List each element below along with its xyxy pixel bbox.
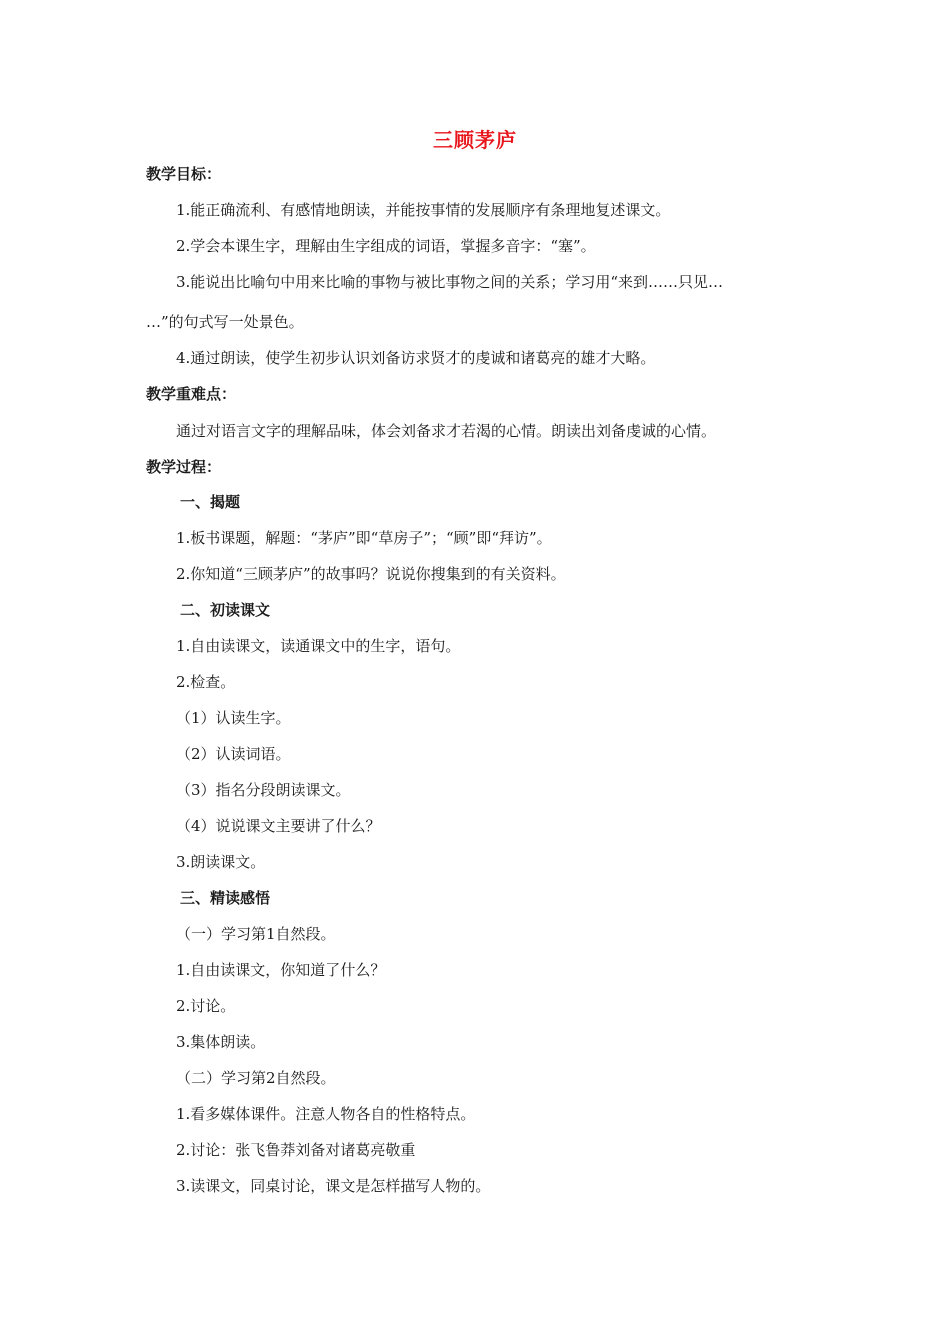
key-points-text: 通过对语言文字的理解品味，体会刘备求才若渴的心情。朗读出刘备虔诚的心情。 bbox=[176, 422, 717, 440]
section-heading: 一、揭题 bbox=[180, 493, 241, 511]
list-item: 3.集体朗读。 bbox=[176, 1033, 266, 1051]
list-item: （1）认读生字。 bbox=[176, 709, 291, 727]
list-item: 2.讨论：张飞鲁莽刘备对诸葛亮敬重 bbox=[176, 1141, 416, 1159]
list-item: （二）学习第2自然段。 bbox=[176, 1069, 336, 1087]
section-heading: 三、精读感悟 bbox=[180, 889, 271, 907]
list-item: （2）认读词语。 bbox=[176, 745, 291, 763]
key-points-heading: 教学重难点： bbox=[146, 385, 237, 403]
list-item: 1.自由读课文，读通课文中的生字，语句。 bbox=[176, 637, 461, 655]
list-item: 3.朗读课文。 bbox=[176, 853, 266, 871]
list-item: （3）指名分段朗读课文。 bbox=[176, 781, 351, 799]
list-item: 2.讨论。 bbox=[176, 997, 236, 1015]
goal-item: 4.通过朗读，使学生初步认识刘备访求贤才的虔诚和诸葛亮的雄才大略。 bbox=[176, 349, 656, 367]
list-item: 2.你知道“三顾茅庐”的故事吗？说说你搜集到的有关资料。 bbox=[176, 565, 566, 583]
list-item: （4）说说课文主要讲了什么？ bbox=[176, 817, 381, 835]
list-item: 1.自由读课文，你知道了什么？ bbox=[176, 961, 386, 979]
section-heading: 二、初读课文 bbox=[180, 601, 271, 619]
process-heading: 教学过程： bbox=[146, 458, 222, 476]
list-item: （一）学习第1自然段。 bbox=[176, 925, 336, 943]
list-item: 1.板书课题，解题：“茅庐”即“草房子”；“顾”即“拜访”。 bbox=[176, 529, 552, 547]
list-item: 1.看多媒体课件。注意人物各自的性格特点。 bbox=[176, 1105, 476, 1123]
list-item: 2.检查。 bbox=[176, 673, 236, 691]
document-title: 三顾茅庐 bbox=[433, 128, 517, 152]
goals-heading: 教学目标： bbox=[146, 165, 222, 183]
goal-item: 2.学会本课生字，理解由生字组成的词语，掌握多音字：“塞”。 bbox=[176, 237, 596, 255]
goal-item: 3.能说出比喻句中用来比喻的事物与被比事物之间的关系；学习用“来到……只见… bbox=[176, 273, 723, 291]
goal-item: 1.能正确流利、有感情地朗读，并能按事情的发展顺序有条理地复述课文。 bbox=[176, 201, 671, 219]
list-item: 3.读课文，同桌讨论，课文是怎样描写人物的。 bbox=[176, 1177, 491, 1195]
goal-item-continued: …”的句式写一处景色。 bbox=[146, 313, 304, 331]
